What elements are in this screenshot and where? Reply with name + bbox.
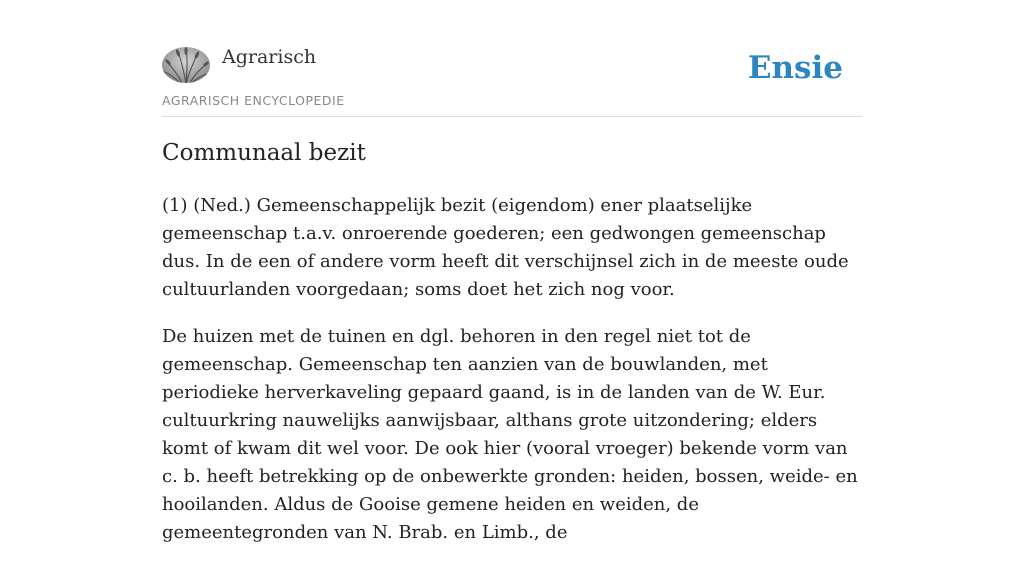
wheat-field-logo-icon[interactable] xyxy=(162,47,210,83)
page-container xyxy=(162,0,862,543)
source-name[interactable]: Agrarisch xyxy=(222,46,317,68)
article-paragraph: (1) (Ned.) Gemeenschappelijk bezit (eigendom) ener plaatselijke gemeenschap t.a.v. onroerende goederen; een gedwongen gemeenschap dus. In de een of andere vorm heeft dit verschijnsel zich in de meeste oude cultuurlanden voorgedaan; soms doet het zich nog voor. xyxy=(162,195,849,300)
article-paragraph: De huizen met de tuinen en dgl. behoren in den regel niet tot de gemeenschap. Gemeenschap ten aanzien van de bouwlanden, met periodieke herverkaveling gepaard gaand, is in de landen van de W. Eur. cultuurkring nauwelijks aanwijsbaar, althans grote uitzondering; elders komt of kwam dit wel voor. De ook hier (vooral vroeger) bekende vorm van c. b. heeft betrekking op de onbewerkte gronden: heiden, bossen, weide- en hooilanden. Aldus de Gooise gemene heiden en weiden, de gemeentegronden van N. Brab. en Limb., de xyxy=(162,326,858,543)
ensie-logo-link[interactable]: Ensie xyxy=(747,50,843,86)
site-header xyxy=(162,0,862,117)
article-body xyxy=(162,192,862,566)
article-title: Communaal bezit xyxy=(162,140,366,166)
source-subtitle: AGRARISCH ENCYCLOPEDIE xyxy=(162,93,345,108)
